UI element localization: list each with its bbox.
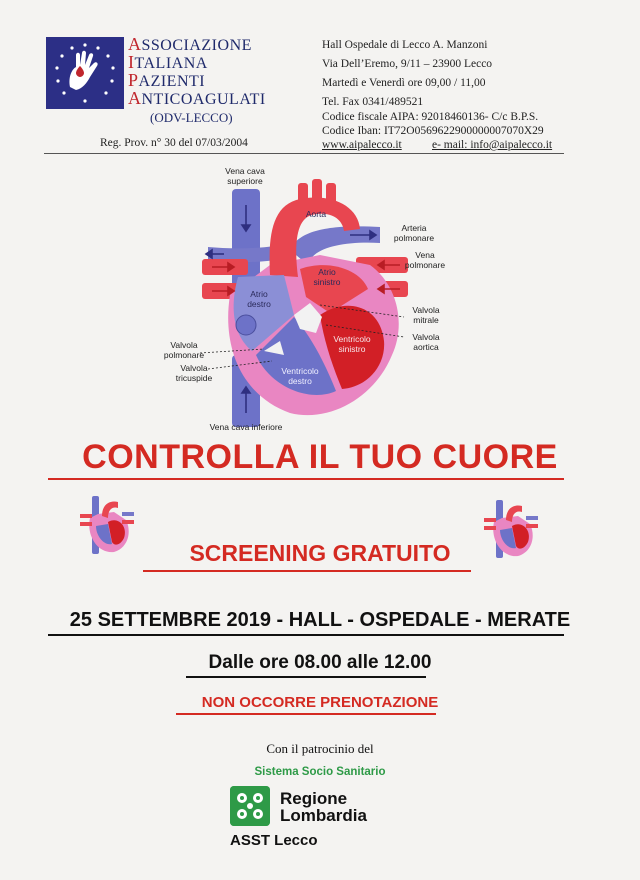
email-link[interactable]: e- mail: info@aipalecco.it (432, 139, 553, 151)
association-name-line-3: PAZIENTI (128, 70, 206, 90)
screening-subtitle: SCREENING GRATUITO (189, 540, 451, 566)
date-underline (48, 634, 564, 636)
main-title: CONTROLLA IL TUO CUORE (82, 438, 558, 476)
label-ventricolo-sinistro: Ventricolo sinistro (333, 334, 371, 354)
asst-lecco: ASST Lecco (230, 832, 318, 849)
patronage-text: Con il patrocinio del (266, 741, 374, 756)
header-divider (44, 153, 564, 154)
regione-lombardia-logo (230, 786, 270, 826)
info-opening-hours: Martedì e Venerdì ore 09,00 / 11,00 (322, 77, 486, 89)
label-vena-cava-superiore: Vena cava superiore (225, 166, 265, 186)
association-logo (46, 37, 124, 109)
label-vena-polmonare: Vena polmonare (404, 250, 446, 270)
association-sub: (ODV-LECCO) (150, 110, 233, 125)
registration-number: Reg. Prov. n° 30 del 07/03/2004 (100, 137, 248, 149)
association-name-line-1: ASSOCIAZIONE (128, 34, 252, 54)
subtitle-underline (143, 570, 471, 572)
label-arteria-polmonare: Arteria polmonare (393, 223, 435, 243)
sistema-socio-sanitario: Sistema Socio Sanitario (254, 766, 386, 778)
association-name-line-2: ITALIANA (128, 52, 208, 72)
label-valvola-mitrale: Valvola mitrale (412, 305, 440, 325)
heart-diagram (160, 165, 480, 435)
info-iban: Codice Iban: IT72O0569622900000007070X29 (322, 125, 544, 137)
label-atrio-sinistro: Atrio sinistro (313, 267, 341, 287)
association-name-line-4: ANTICOAGULATI (128, 88, 266, 108)
label-ventricolo-destro: Ventricolo destro (281, 366, 319, 386)
logo-hand-icon (46, 37, 124, 109)
no-booking-notice: NON OCCORRE PRENOTAZIONE (201, 694, 439, 711)
label-valvola-polmonare: Valvola polmonare (163, 340, 205, 360)
info-phone: Tel. Fax 0341/489521 (322, 96, 424, 108)
info-address-hall: Hall Ospedale di Lecco A. Manzoni (322, 39, 488, 51)
hours-underline (186, 676, 426, 678)
label-aorta: Aorta (305, 209, 327, 219)
info-address-street: Via Dell’Eremo, 9/11 – 23900 Lecco (322, 58, 493, 70)
notice-underline (176, 713, 436, 715)
website-link[interactable]: www.aipalecco.it (322, 139, 402, 151)
event-date-location: 25 SETTEMBRE 2019 - HALL - OSPEDALE - MERATE (69, 609, 571, 631)
regione-text: Regione (280, 789, 348, 808)
title-underline (48, 478, 564, 480)
label-valvola-tricuspide: Valvola tricuspide (175, 363, 213, 383)
label-vena-cava-inferiore: Vena cava inferiore (209, 422, 283, 432)
event-hours: Dalle ore 08.00 alle 12.00 (208, 652, 432, 673)
label-atrio-destro: Atrio destro (247, 289, 271, 309)
lombardia-text: Lombardia (280, 806, 367, 825)
info-tax-code: Codice fiscale AIPA: 92018460136- C/c B.P.S. (322, 111, 539, 123)
lombardia-rose-icon (230, 786, 270, 826)
label-valvola-aortica: Valvola aortica (412, 332, 440, 352)
